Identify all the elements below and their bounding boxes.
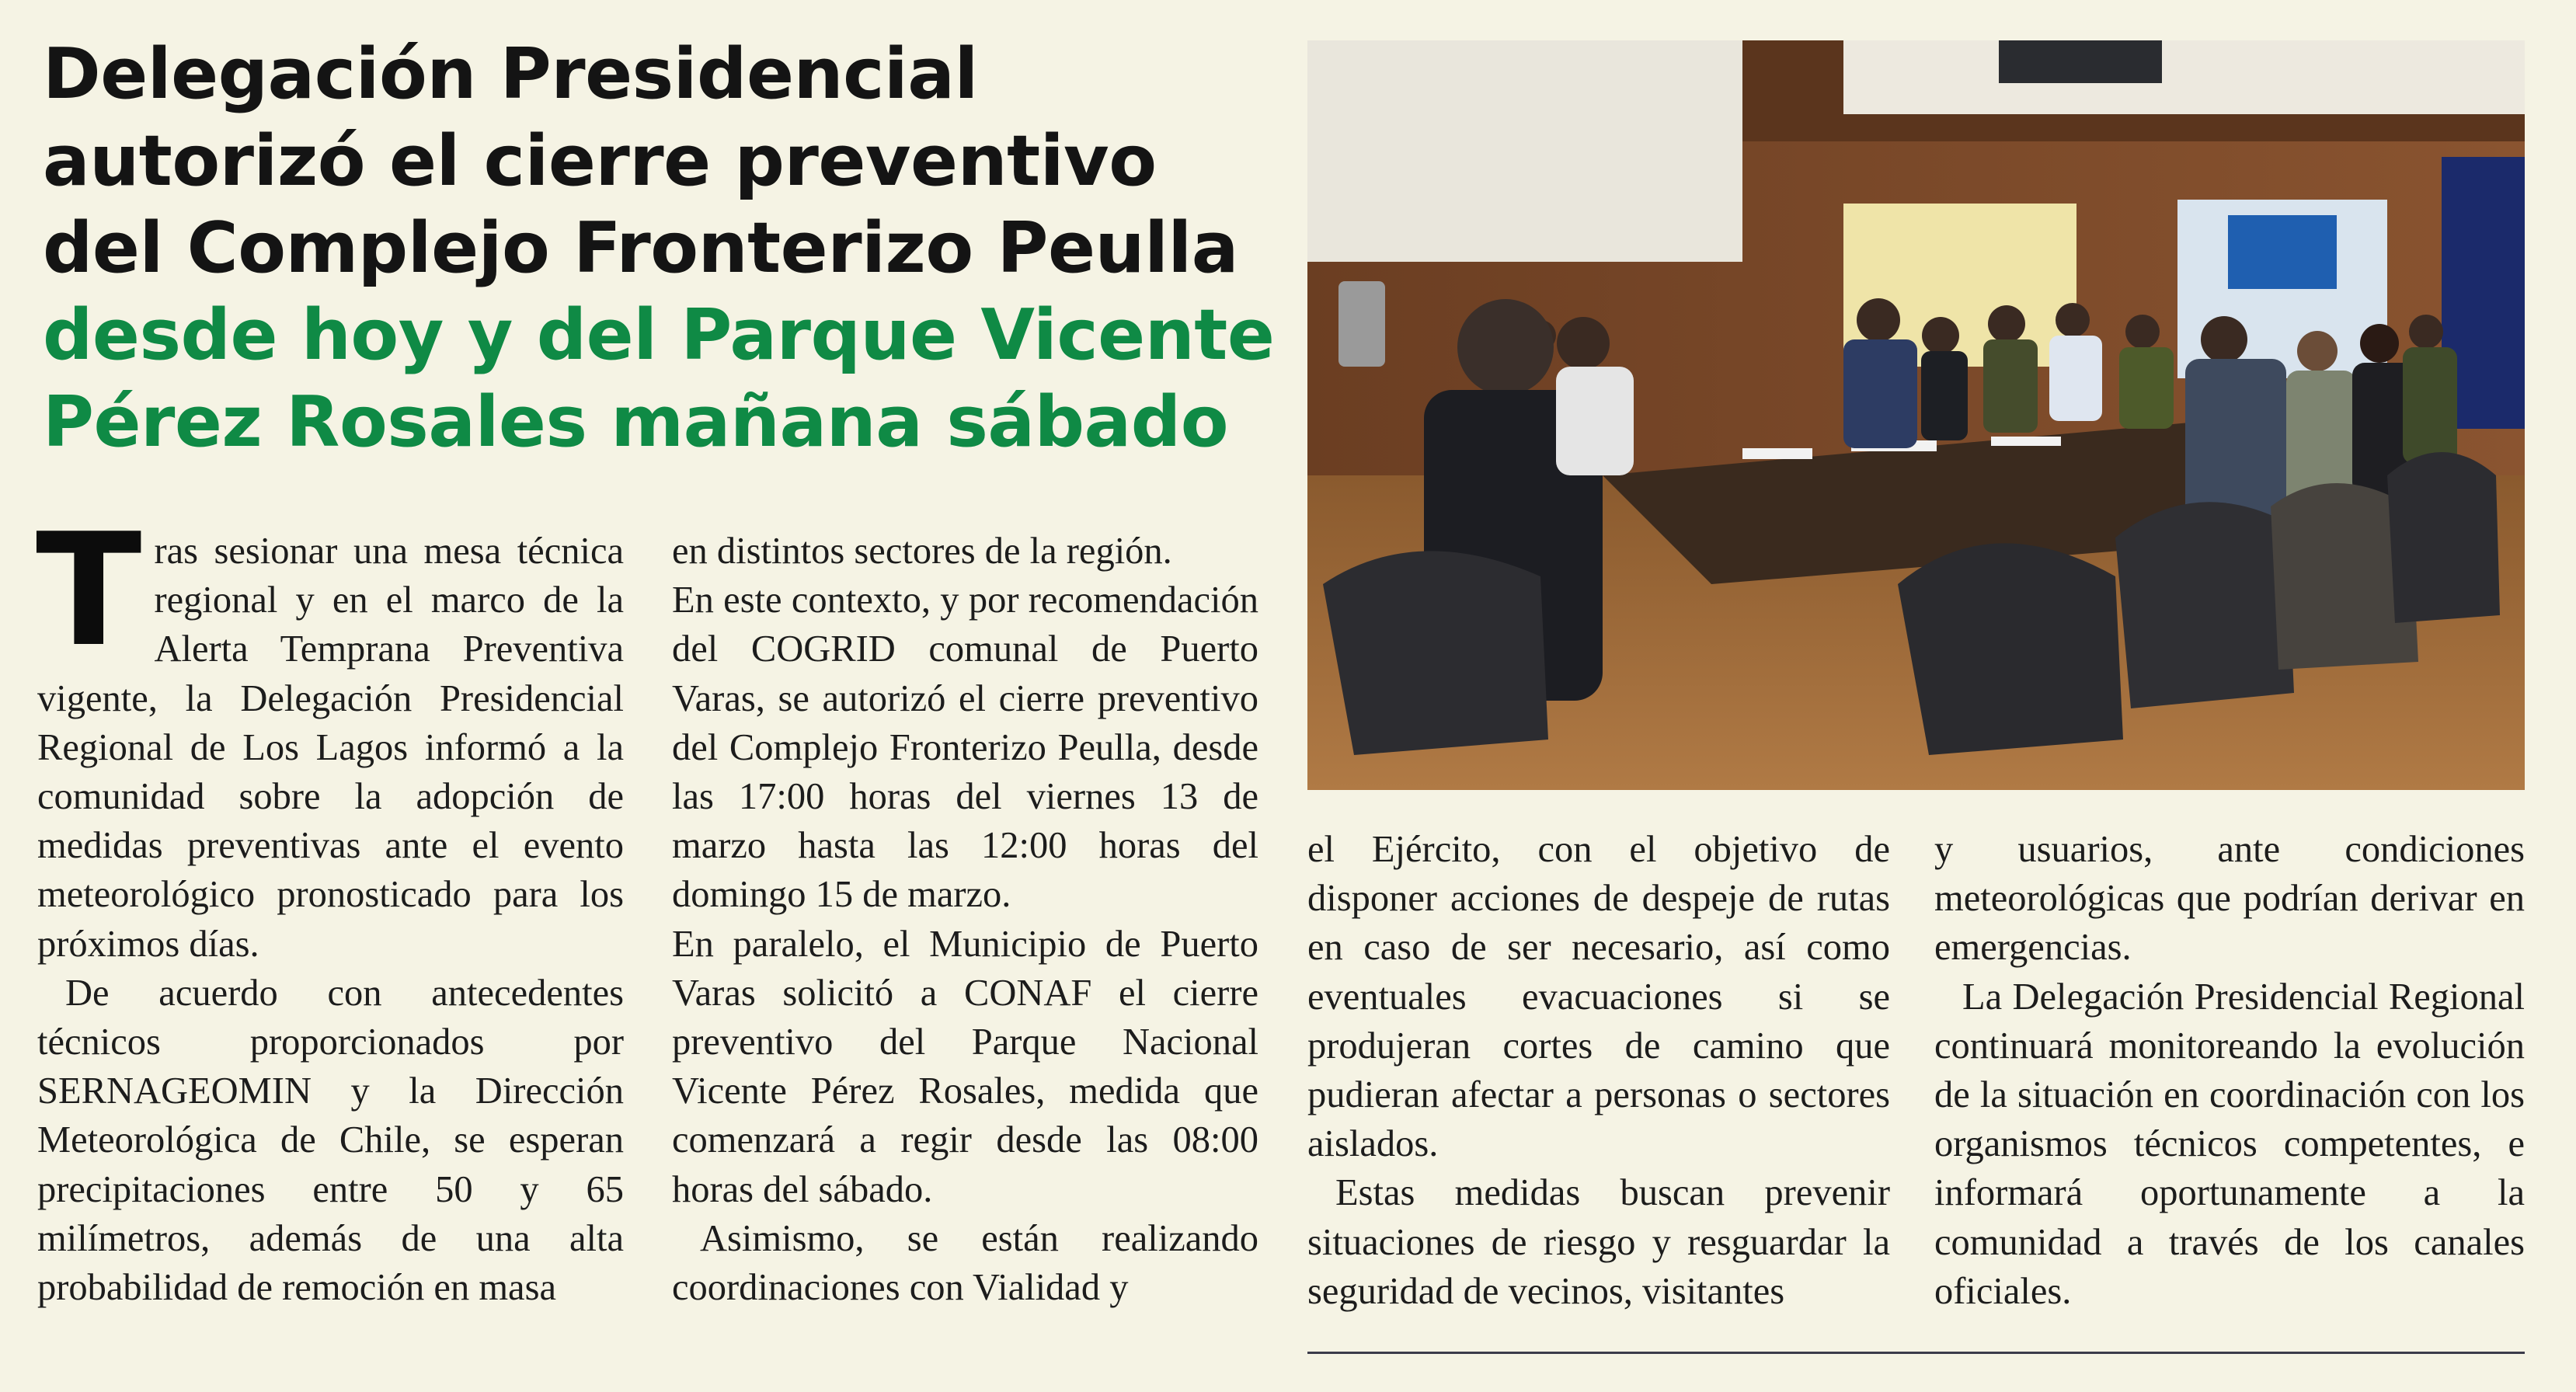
column-rule bbox=[1307, 1352, 2525, 1354]
headline-line: Delegación Presidencial bbox=[43, 33, 978, 115]
article-column-2 bbox=[672, 527, 1258, 1312]
article-column-1 bbox=[36, 500, 624, 1312]
article-column-4 bbox=[1934, 825, 2525, 1316]
meeting-photo bbox=[1307, 40, 2525, 790]
paragraph: De acuerdo con antecedentes técnicos proporcionados por SERNAGEOMIN y la Dirección Meteorológica de Chile, se esperan precipitaciones entre 50 y 65 milímetros, además de una alta probabilidad de remoción en masa bbox=[37, 972, 624, 1309]
paragraph: Asimismo, se están realizando coordinaciones con Vialidad y bbox=[672, 1217, 1258, 1309]
headline-line-green: desde hoy y del Parque Vicente bbox=[43, 294, 1275, 376]
paragraph: En paralelo, el Municipio de Puerto Varas solicitó a CONAF el cierre preventivo del Parque Nacional Vicente Pérez Rosales, medida que comenzará a regir desde las 08:00 horas del sábado. bbox=[672, 923, 1258, 1210]
paragraph: En este contexto, y por recomendación del COGRID comunal de Puerto Varas, se autorizó el cierre preventivo del Complejo Fronterizo Peulla, desde las 17:00 horas del viernes 13 de marzo hasta las 12:00 horas del domingo 15 de marzo. bbox=[672, 579, 1258, 916]
headline-line: del Complejo Fronterizo Peulla bbox=[43, 207, 1238, 289]
drop-cap: T bbox=[36, 500, 142, 681]
paragraph: La Delegación Presidencial Regional continuará monitoreando la evolución de la situación en coordinación con los organismos técnicos competentes, e informará oportunamente a la comunidad a través de los canales oficiales. bbox=[1934, 976, 2525, 1312]
paragraph-continued: en distintos sectores de la región. bbox=[672, 531, 1172, 572]
paragraph: ras sesionar una mesa técnica regional y en el marco de la Alerta Temprana Preventiva vigente, la Delegación Presidencial Regional de Los Lagos informó a la comunidad sobre la adopción de medidas preventivas ante el evento meteorológico pronosticado para los próximos días. bbox=[37, 531, 624, 965]
article-column-3 bbox=[1307, 825, 1890, 1316]
headline-line-green: Pérez Rosales mañana sábado bbox=[43, 381, 1229, 463]
headline-line: autorizó el cierre preventivo bbox=[43, 120, 1157, 202]
headline bbox=[43, 31, 1286, 466]
paragraph-continued: el Ejército, con el objetivo de disponer acciones de despeje de rutas en caso de ser necesario, así como eventuales evacuaciones si se produjeran cortes de camino que pudieran afectar a personas o sectores aislados. bbox=[1307, 829, 1890, 1165]
paragraph: Estas medidas buscan prevenir situaciones de riesgo y resguardar la seguridad de vecinos, visitantes bbox=[1307, 1172, 1890, 1312]
paragraph-continued: y usuarios, ante condiciones meteorológicas que podrían derivar en emergencias. bbox=[1934, 829, 2525, 969]
